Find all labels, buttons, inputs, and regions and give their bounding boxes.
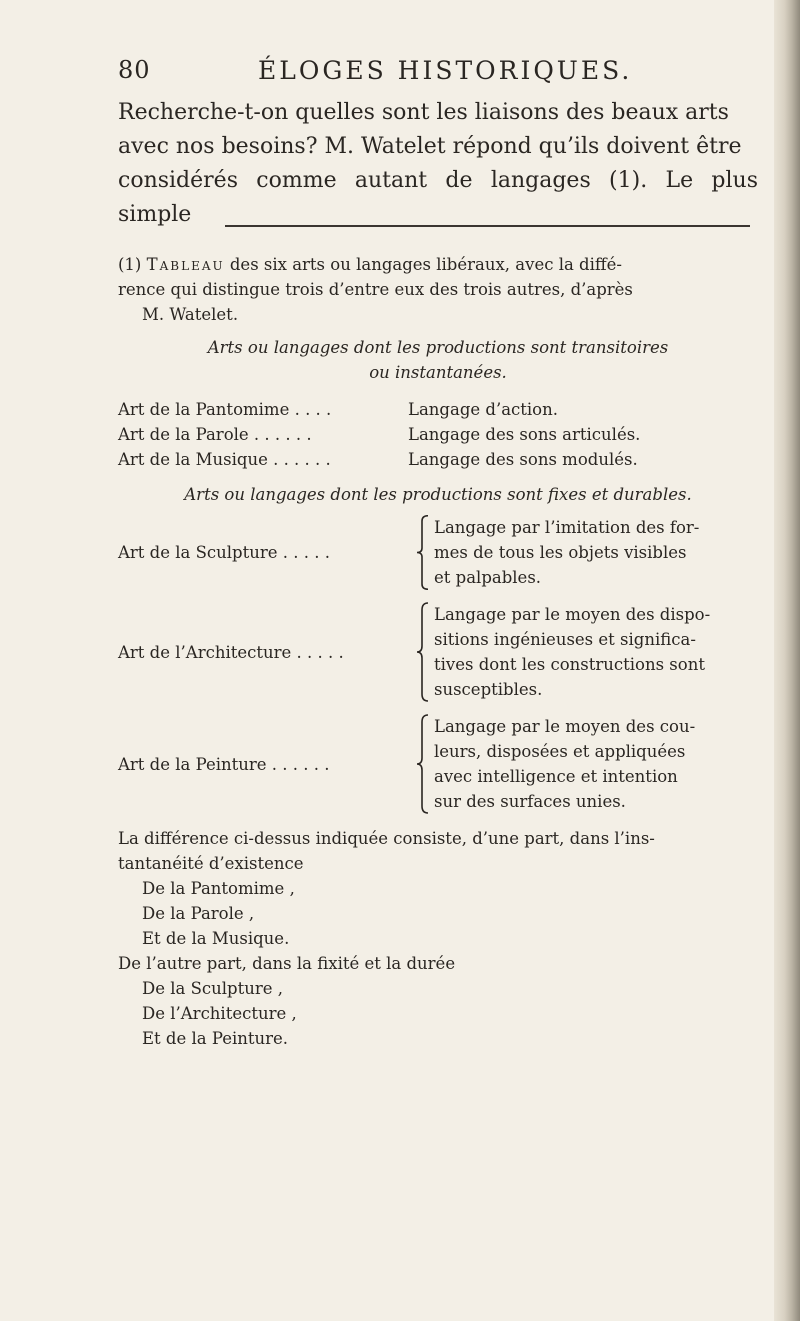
table-row	[118, 397, 758, 422]
description-line: susceptibles.	[434, 680, 543, 699]
art-description	[434, 714, 754, 814]
text-line: Recherche-t-on quelles sont les liaisons des beaux arts	[118, 100, 729, 125]
footnote-intro	[118, 252, 758, 277]
page-number: 80	[118, 56, 151, 84]
art-name: Art de la Musique . . . . . .	[118, 450, 331, 469]
list-item: De l’Architecture ,	[142, 1004, 297, 1023]
art-name: Art de la Parole . . . . . .	[118, 425, 312, 444]
footnote-intro-line: rence qui distingue trois d’entre eux des trois autres, d’après	[118, 280, 633, 299]
art-name: Art de la Peinture . . . . . .	[118, 754, 330, 774]
description-line: et palpables.	[434, 568, 542, 587]
footnote-divider	[225, 225, 750, 227]
list-item: De la Pantomime ,	[142, 879, 295, 898]
heading-durable: Arts ou langages dont les productions sont fixes et durables.	[184, 485, 692, 504]
footnote	[118, 252, 758, 1051]
text-line: avec nos besoins? M. Watelet répond qu’ils doivent être	[118, 134, 742, 159]
description-line: avec intelligence et intention	[434, 767, 678, 786]
durable-group-painting	[118, 714, 758, 814]
footnote-lead-word: Tableau	[146, 255, 225, 274]
art-name: Art de l’Architecture . . . . .	[118, 642, 344, 662]
art-description	[434, 602, 754, 702]
description-line: sur des surfaces unies.	[434, 792, 626, 811]
art-name: Art de la Sculpture . . . . .	[118, 543, 330, 562]
durable-group-architecture	[118, 602, 758, 702]
brace-icon	[416, 602, 430, 702]
conclusion-line: La différence ci-dessus indiquée consiste, d’une part, dans l’ins-	[118, 829, 655, 848]
description-line: mes de tous les objets visibles	[434, 543, 687, 562]
footnote-marker: (1)	[118, 255, 142, 274]
art-language: Langage des sons articulés.	[408, 425, 641, 444]
art-language: Langage des sons modulés.	[408, 450, 638, 469]
footnote-conclusion	[118, 826, 758, 1051]
list-item: Et de la Musique.	[142, 929, 290, 948]
conclusion-line: De l’autre part, dans la fixité et la durée	[118, 954, 456, 973]
conclusion-line: tantanéité d’existence	[118, 854, 304, 873]
durable-group-sculpture	[118, 515, 758, 590]
running-title: ÉLOGES HISTORIQUES.	[258, 56, 633, 85]
art-language: Langage d’action.	[408, 400, 558, 419]
table-row	[118, 447, 758, 472]
table-row	[118, 422, 758, 447]
description-line: Langage par le moyen des dispo-	[434, 605, 711, 624]
art-name: Art de la Pantomime . . . .	[118, 400, 332, 419]
brace-icon	[416, 515, 430, 590]
transitory-table	[118, 397, 758, 472]
footnote-intro-rest: des six arts ou langages libéraux, avec la diffé-	[224, 255, 622, 274]
page-header	[118, 56, 738, 96]
heading-transitory: Arts ou langages dont les productions sont transitoires	[207, 338, 669, 357]
description-line: leurs, disposées et appliquées	[434, 742, 686, 761]
page-edge	[774, 0, 800, 1321]
main-text	[118, 96, 758, 232]
text-line: considérés comme autant de langages (1). Le plus simple	[118, 168, 758, 227]
heading-transitory-cont: ou instantanées.	[369, 363, 507, 382]
description-line: Langage par l’imitation des for-	[434, 518, 700, 537]
list-item: De la Parole ,	[142, 904, 255, 923]
description-line: Langage par le moyen des cou-	[434, 717, 696, 736]
footnote-intro-line: M. Watelet.	[142, 305, 239, 324]
brace-icon	[416, 714, 430, 814]
list-item: Et de la Peinture.	[142, 1029, 289, 1048]
description-line: tives dont les constructions sont	[434, 655, 705, 674]
art-description	[434, 515, 754, 590]
description-line: sitions ingénieuses et significa-	[434, 630, 696, 649]
list-item: De la Sculpture ,	[142, 979, 284, 998]
